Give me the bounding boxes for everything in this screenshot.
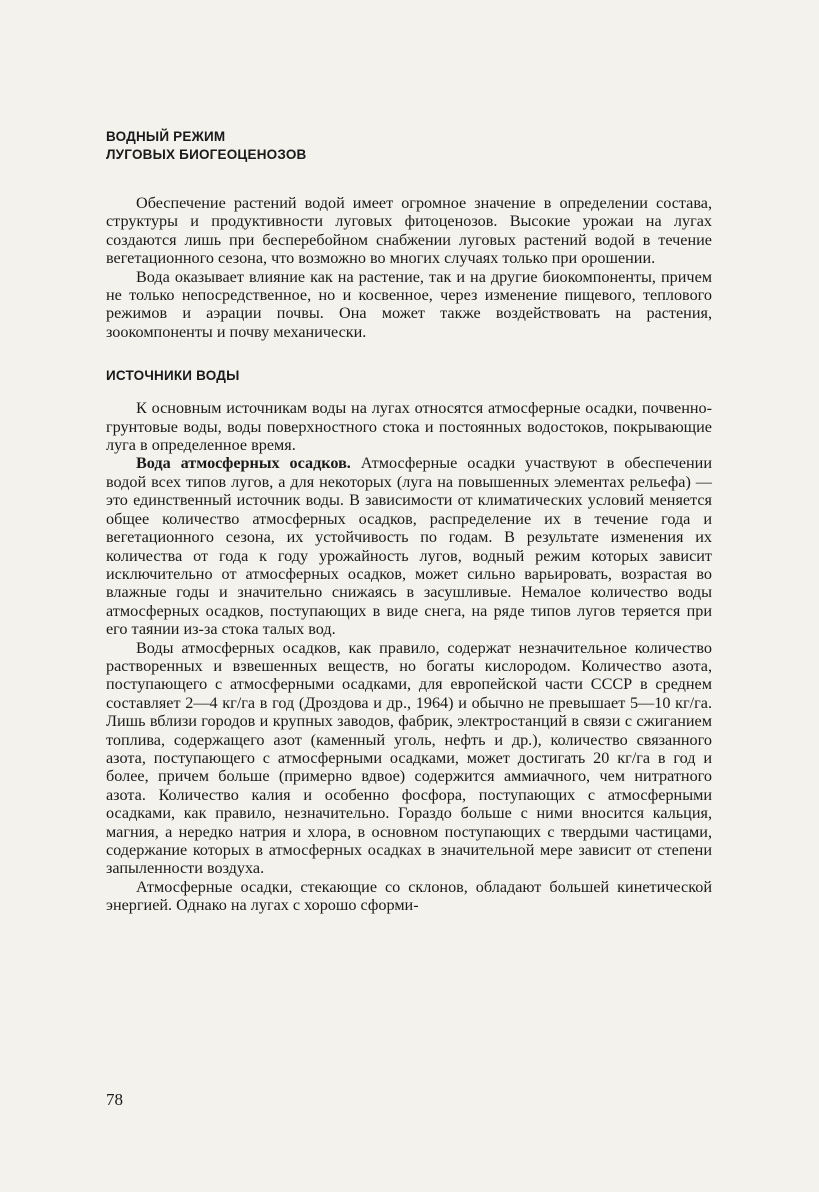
section-paragraph-4: Атмосферные осадки, стекающие со склонов, обладают большей кинетической энергией. Однако на лугах с хорошо сформи- <box>106 877 712 915</box>
section-body <box>106 399 712 914</box>
section-heading: ИСТОЧНИКИ ВОДЫ <box>106 368 240 384</box>
page-content <box>106 128 712 915</box>
section-paragraph-3: Воды атмосферных осадков, как правило, содержат незначительное количество растворенных и взвешенных веществ, но богаты кислородом. Количество азота, поступающего с атмосферными осадками, для европейской части СССР в среднем составляет 2—4 кг/га в год (Дроздова и др., 1964) и обычно не превышает 5—10 кг/га. Лишь вблизи городов и крупных заводов, фабрик, электростанций в связи с сжиганием топлива, содержащего азот (каменный уголь, нефть и др.), количество связанного азота, поступающего с атмосферными осадками, может достигать 20 кг/га в год и более, причем больше (примерно вдвое) содержится аммиачного, чем нитратного азота. Количество калия и особенно фосфора, поступающих с атмосферными осадками, как правило, незначительно. Гораздо больше с ними вносится кальция, магния, а нередко натрия и хлора, в основном поступающих с твердыми частицами, содержание которых в атмосферных осадках в значительной мере зависит от степени запыленности воздуха. <box>106 638 712 878</box>
chapter-heading-line-1: ВОДНЫЙ РЕЖИМ <box>106 129 226 144</box>
paragraph-lead-term: Вода атмосферных осадков. <box>136 454 351 473</box>
intro-paragraph-2: Вода оказывает влияние как на растение, так и на другие биокомпоненты, причем не только непосредственное, но и косвенное, через изменение пищевого, теплового режимов и аэрации почвы. Она может также воздействовать на растения, зоокомпоненты и почву механически. <box>106 267 712 341</box>
intro-block <box>106 194 712 341</box>
page-number: 78 <box>106 1090 123 1109</box>
paragraph-2-text: Атмосферные осадки участвуют в обеспечении водой всех типов лугов, а для некоторых (луга на повышенных элементах рельефа) — это единственный источник воды. В зависимости от климатических условий меняется общее количество атмосферных осадков, распределение их в течение года и вегетационного сезона, их устойчивость по годам. В результате изменения их количества от года к году урожайность лугов, водный режим которых зависит исключительно от атмосферных осадков, может сильно варьировать, возрастая во влажные годы и значительно снижаясь в засушливые. Немалое количество воды атмосферных осадков, поступающих в виде снега, на ряде типов лугов теряется при его таянии из-за стока талых вод. <box>106 454 712 639</box>
chapter-heading <box>106 128 712 164</box>
section-paragraph-1: К основным источникам воды на лугах относятся атмосферные осадки, почвенно-грунтовые воды, воды поверхностного стока и постоянных водостоков, покрывающие луга в определенное время. <box>106 399 712 455</box>
section-paragraph-2 <box>106 454 712 638</box>
chapter-heading-line-2: ЛУГОВЫХ БИОГЕОЦЕНОЗОВ <box>106 147 307 162</box>
intro-paragraph-1: Обеспечение растений водой имеет огромное значение в определении состава, структуры и продуктивности луговых фитоценозов. Высокие урожаи на лугах создаются лишь при бесперебойном снабжении луговых растений водой в течение вегетационного сезона, что возможно во многих случаях только при орошении. <box>106 194 712 268</box>
